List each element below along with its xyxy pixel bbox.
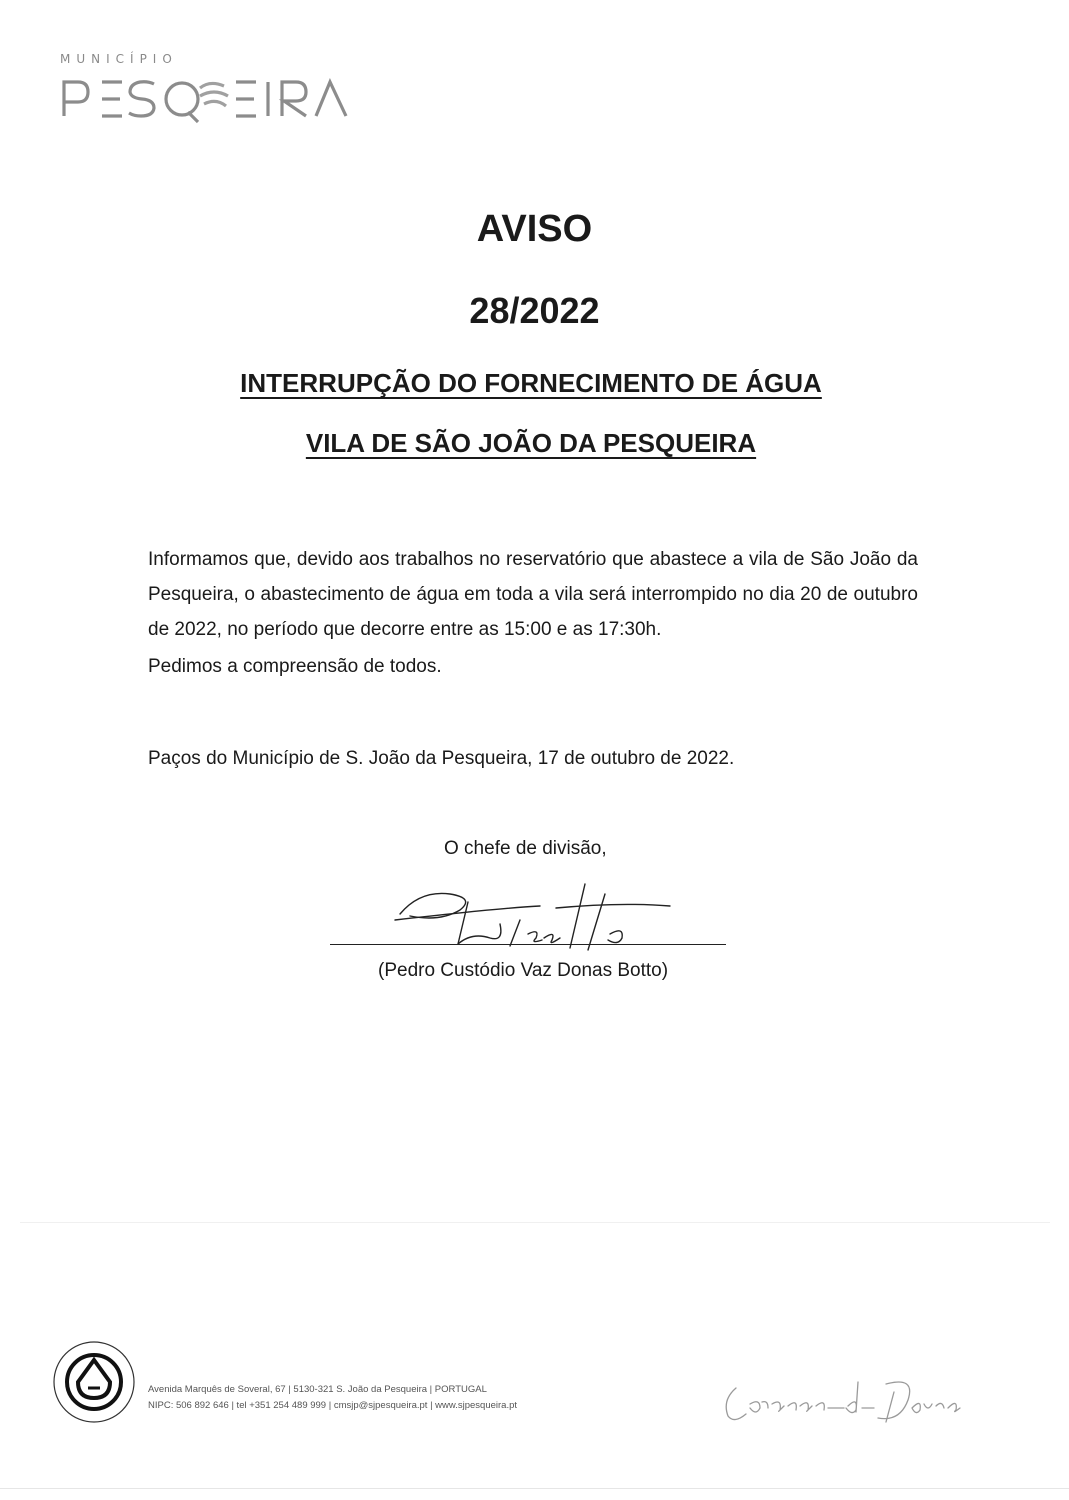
handwritten-signature xyxy=(380,872,680,952)
footer-contact xyxy=(148,1382,517,1414)
place-date: Paços do Município de S. João da Pesqueira, 17 de outubro de 2022. xyxy=(148,748,735,769)
footer-contact-line: NIPC: 506 892 646 | tel +351 254 489 999 | cmsjp@sjpesqueira.pt | www.sjpesqueira.pt xyxy=(148,1400,518,1411)
world-heritage-emblem xyxy=(52,1340,136,1424)
signer-role: O chefe de divisão, xyxy=(444,838,607,859)
municipality-logo xyxy=(58,68,358,124)
notice-subject-2 xyxy=(0,428,1062,459)
notice-subject-1 xyxy=(0,368,1062,399)
signature-line xyxy=(330,944,726,945)
notice-closing-request: Pedimos a compreensão de todos. xyxy=(148,656,442,677)
footer-address-line: Avenida Marquês de Soveral, 67 | 5130-321 S. João da Pesqueira | PORTUGAL xyxy=(148,1384,487,1395)
notice-paragraph: Informamos que, devido aos trabalhos no reservatório que abastece a vila de São João da Pesqueira, o abastecimento de água em toda a vila será interrompido no dia 20 de outubro de 2022, no período que decorre entre as 15:00 e as 17:30h. xyxy=(148,549,918,640)
notice-number: 28/2022 xyxy=(469,290,600,331)
coracao-do-douro-signature xyxy=(716,1370,966,1430)
footer-divider xyxy=(20,1222,1050,1223)
logo-subtitle: MUNICÍPIO xyxy=(60,52,178,66)
subject-line-1: INTERRUPÇÃO DO FORNECIMENTO DE ÁGUA xyxy=(240,368,822,398)
subject-line-2: VILA DE SÃO JOÃO DA PESQUEIRA xyxy=(305,428,757,458)
signer-name: (Pedro Custódio Vaz Donas Botto) xyxy=(378,960,669,981)
page-bottom-edge xyxy=(0,1488,1069,1489)
notice-heading: AVISO xyxy=(476,208,593,250)
logo-wordmark xyxy=(58,68,358,124)
